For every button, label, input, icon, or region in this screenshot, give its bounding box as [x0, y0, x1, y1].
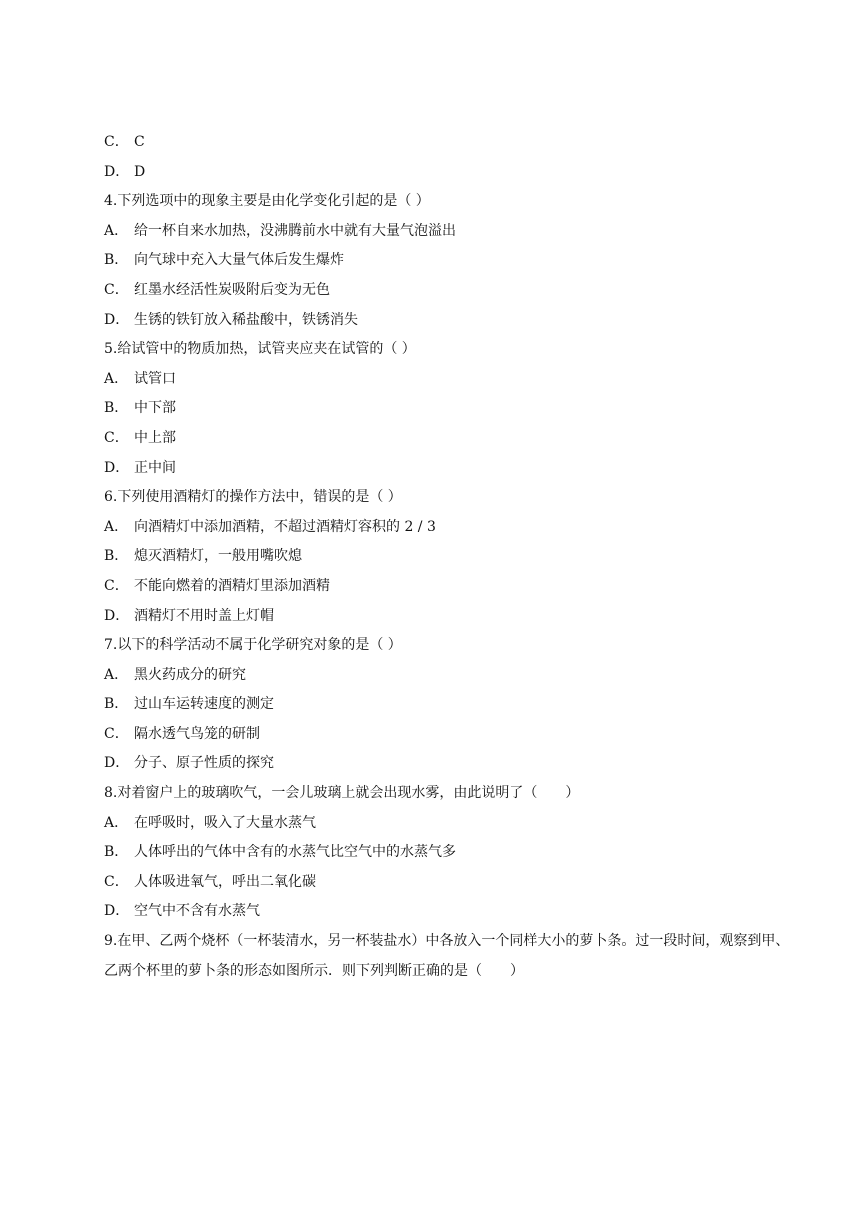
option-letter: C． [104, 429, 129, 446]
question-5-option-c [104, 424, 794, 454]
option-text: 中上部 [134, 429, 176, 446]
option-text: D [134, 163, 146, 180]
option-text: 黑火药成分的研究 [134, 666, 246, 683]
question-5-option-b [104, 394, 794, 424]
question-6-stem: 6.下列使用酒精灯的操作方法中，错误的是（ ） [104, 489, 402, 506]
option-letter: A． [104, 666, 129, 683]
option-text: 酒精灯不用时盖上灯帽 [134, 607, 274, 624]
option-text: 熄灭酒精灯，一般用嘴吹熄 [134, 548, 302, 565]
page-content [104, 128, 794, 986]
option-letter: B． [104, 252, 129, 269]
option-letter: D． [104, 903, 130, 920]
question-5-stem: 5.给试管中的物质加热，试管夹应夹在试管的（ ） [104, 341, 416, 358]
option-letter: D． [104, 311, 130, 328]
option-text: C [134, 134, 145, 150]
question-7-option-a [104, 661, 794, 691]
option-text: 空气中不含有水蒸气 [134, 903, 260, 920]
option-letter: B． [104, 400, 129, 417]
question-8-option-a [104, 809, 794, 839]
question-7-option-d [104, 749, 794, 779]
option-letter: B． [104, 548, 129, 565]
option-letter: B． [104, 844, 129, 861]
question-5-option-a [104, 365, 794, 395]
question-6-option-b [104, 542, 794, 572]
option-text: 隔水透气鸟笼的研制 [134, 725, 260, 742]
question-4-stem: 4.下列选项中的现象主要是由化学变化引起的是（ ） [104, 193, 430, 210]
question-4-option-b [104, 246, 794, 276]
option-letter: C． [104, 725, 129, 742]
option-text: 红墨水经活性炭吸附后变为无色 [134, 281, 330, 298]
option-letter: C． [104, 577, 129, 594]
option-letter: D． [104, 607, 130, 624]
option-text: 中下部 [134, 400, 176, 417]
option-text: 分子、原子性质的探究 [134, 755, 274, 772]
question-8-stem: 8.对着窗户上的玻璃吹气，一会儿玻璃上就会出现水雾，由此说明了（ ） [104, 785, 580, 802]
question-8-option-b [104, 838, 794, 868]
question-4-option-a [104, 217, 794, 247]
option-text: 人体呼出的气体中含有的水蒸气比空气中的水蒸气多 [134, 844, 456, 861]
option-letter: D． [104, 459, 130, 476]
option-letter: C． [104, 873, 129, 890]
question-9-stem: 9.在甲、乙两个烧杯（一杯装清水，另一杯装盐水）中各放入一个同样大小的萝卜条。过一段时间，观察到甲、乙两个杯里的萝卜条的形态如图所示．则下列判断正确的是（ ） [104, 933, 790, 979]
option-text: 给一杯自来水加热，没沸腾前水中就有大量气泡溢出 [134, 222, 456, 239]
option-text: 生锈的铁钉放入稀盐酸中，铁锈消失 [134, 311, 358, 328]
question-4-option-d [104, 306, 794, 336]
option-text: 不能向燃着的酒精灯里添加酒精 [134, 577, 330, 594]
option-text: 正中间 [134, 459, 176, 476]
option-text: 向酒精灯中添加酒精，不超过酒精灯容积的 2 / 3 [134, 518, 436, 535]
option-letter: C． [104, 281, 129, 298]
question-8-option-c [104, 868, 794, 898]
question-7-option-c [104, 720, 794, 750]
prev-option-c [104, 128, 794, 158]
option-letter: C． [104, 134, 129, 150]
option-text: 试管口 [134, 370, 176, 387]
prev-option-d [104, 158, 794, 188]
question-8-option-d [104, 897, 794, 927]
option-text: 在呼吸时，吸入了大量水蒸气 [134, 814, 316, 831]
option-letter: A． [104, 814, 129, 831]
option-letter: D． [104, 163, 130, 180]
option-text: 过山车运转速度的测定 [134, 696, 274, 713]
question-7-stem: 7.以下的科学活动不属于化学研究对象的是（ ） [104, 637, 402, 654]
question-4-option-c [104, 276, 794, 306]
question-6-option-a [104, 513, 794, 543]
option-letter: A． [104, 518, 129, 535]
question-6-option-c [104, 572, 794, 602]
question-7-option-b [104, 690, 794, 720]
option-letter: A． [104, 370, 129, 387]
option-letter: A． [104, 222, 129, 239]
option-letter: B． [104, 696, 129, 713]
option-text: 人体吸进氧气，呼出二氧化碳 [134, 873, 316, 890]
option-text: 向气球中充入大量气体后发生爆炸 [134, 252, 344, 269]
question-5-option-d [104, 454, 794, 484]
option-letter: D． [104, 755, 130, 772]
question-6-option-d [104, 602, 794, 632]
